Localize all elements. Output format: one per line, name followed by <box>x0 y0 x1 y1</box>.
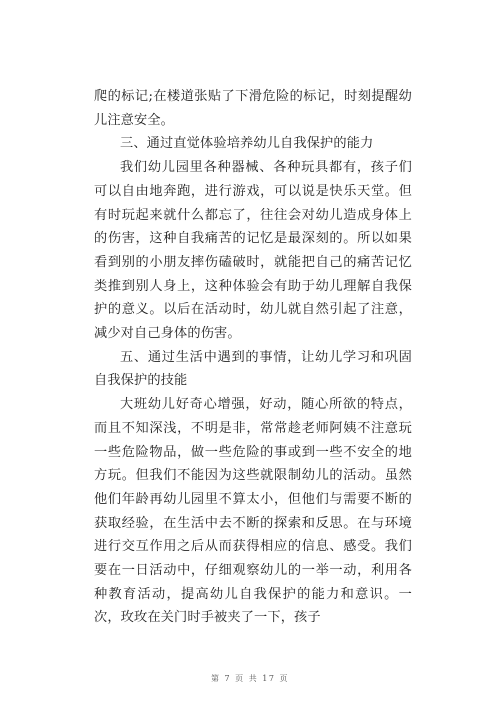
paragraph-continuation: 爬的标记;在楼道张贴了下滑危险的标记，时刻提醒幼儿注意安全。 <box>94 89 412 128</box>
document-body <box>94 85 412 630</box>
section-heading-five: 五、通过生活中遇到的事情，让幼儿学习和巩固自我保护的技能 <box>94 349 412 389</box>
paragraph-body: 大班幼儿好奇心增强，好动，随心所欲的特点，而且不知深浅，不明是非，常常趁老师阿姨不注意玩一些危险物品，做一些危险的事或到一些不安全的地方玩。但我们不能因为这些就限制幼儿的活动。虽然他们年龄再幼儿园里不算太小，但他们与需要不断的获取经验，在生活中去不断的探索和反思。在与环境进行交互作用之后从而获得相应的信息、感受。我们要在一日活动中，仔细观察幼儿的一举一动，利用各种教育活动，提高幼儿自我保护的能力和意识。一次，玫玫在关门时手被夹了一下，孩子 <box>94 397 412 626</box>
paragraph-body: 我们幼儿园里各种器械、各种玩具都有，孩子们可以自由地奔跑，进行游戏，可以说是快乐天堂。但有时玩起来就什么都忘了，往往会对幼儿造成身体上的伤害，这种自我痛苦的记忆是最深刻的。所以如果看到别的小朋友摔伤磕破时，就能把自己的痛苦记忆类推到别人身上，这种体验会有助于幼儿理解自我保护的意义。以后在活动时，幼儿就自然引起了注意，减少对自己身体的伤害。 <box>94 160 412 342</box>
section-heading-three: 三、通过直觉体验培养幼儿自我保护的能力 <box>120 136 374 152</box>
page-number-footer: 第 7 页 共 17 页 <box>211 674 289 683</box>
